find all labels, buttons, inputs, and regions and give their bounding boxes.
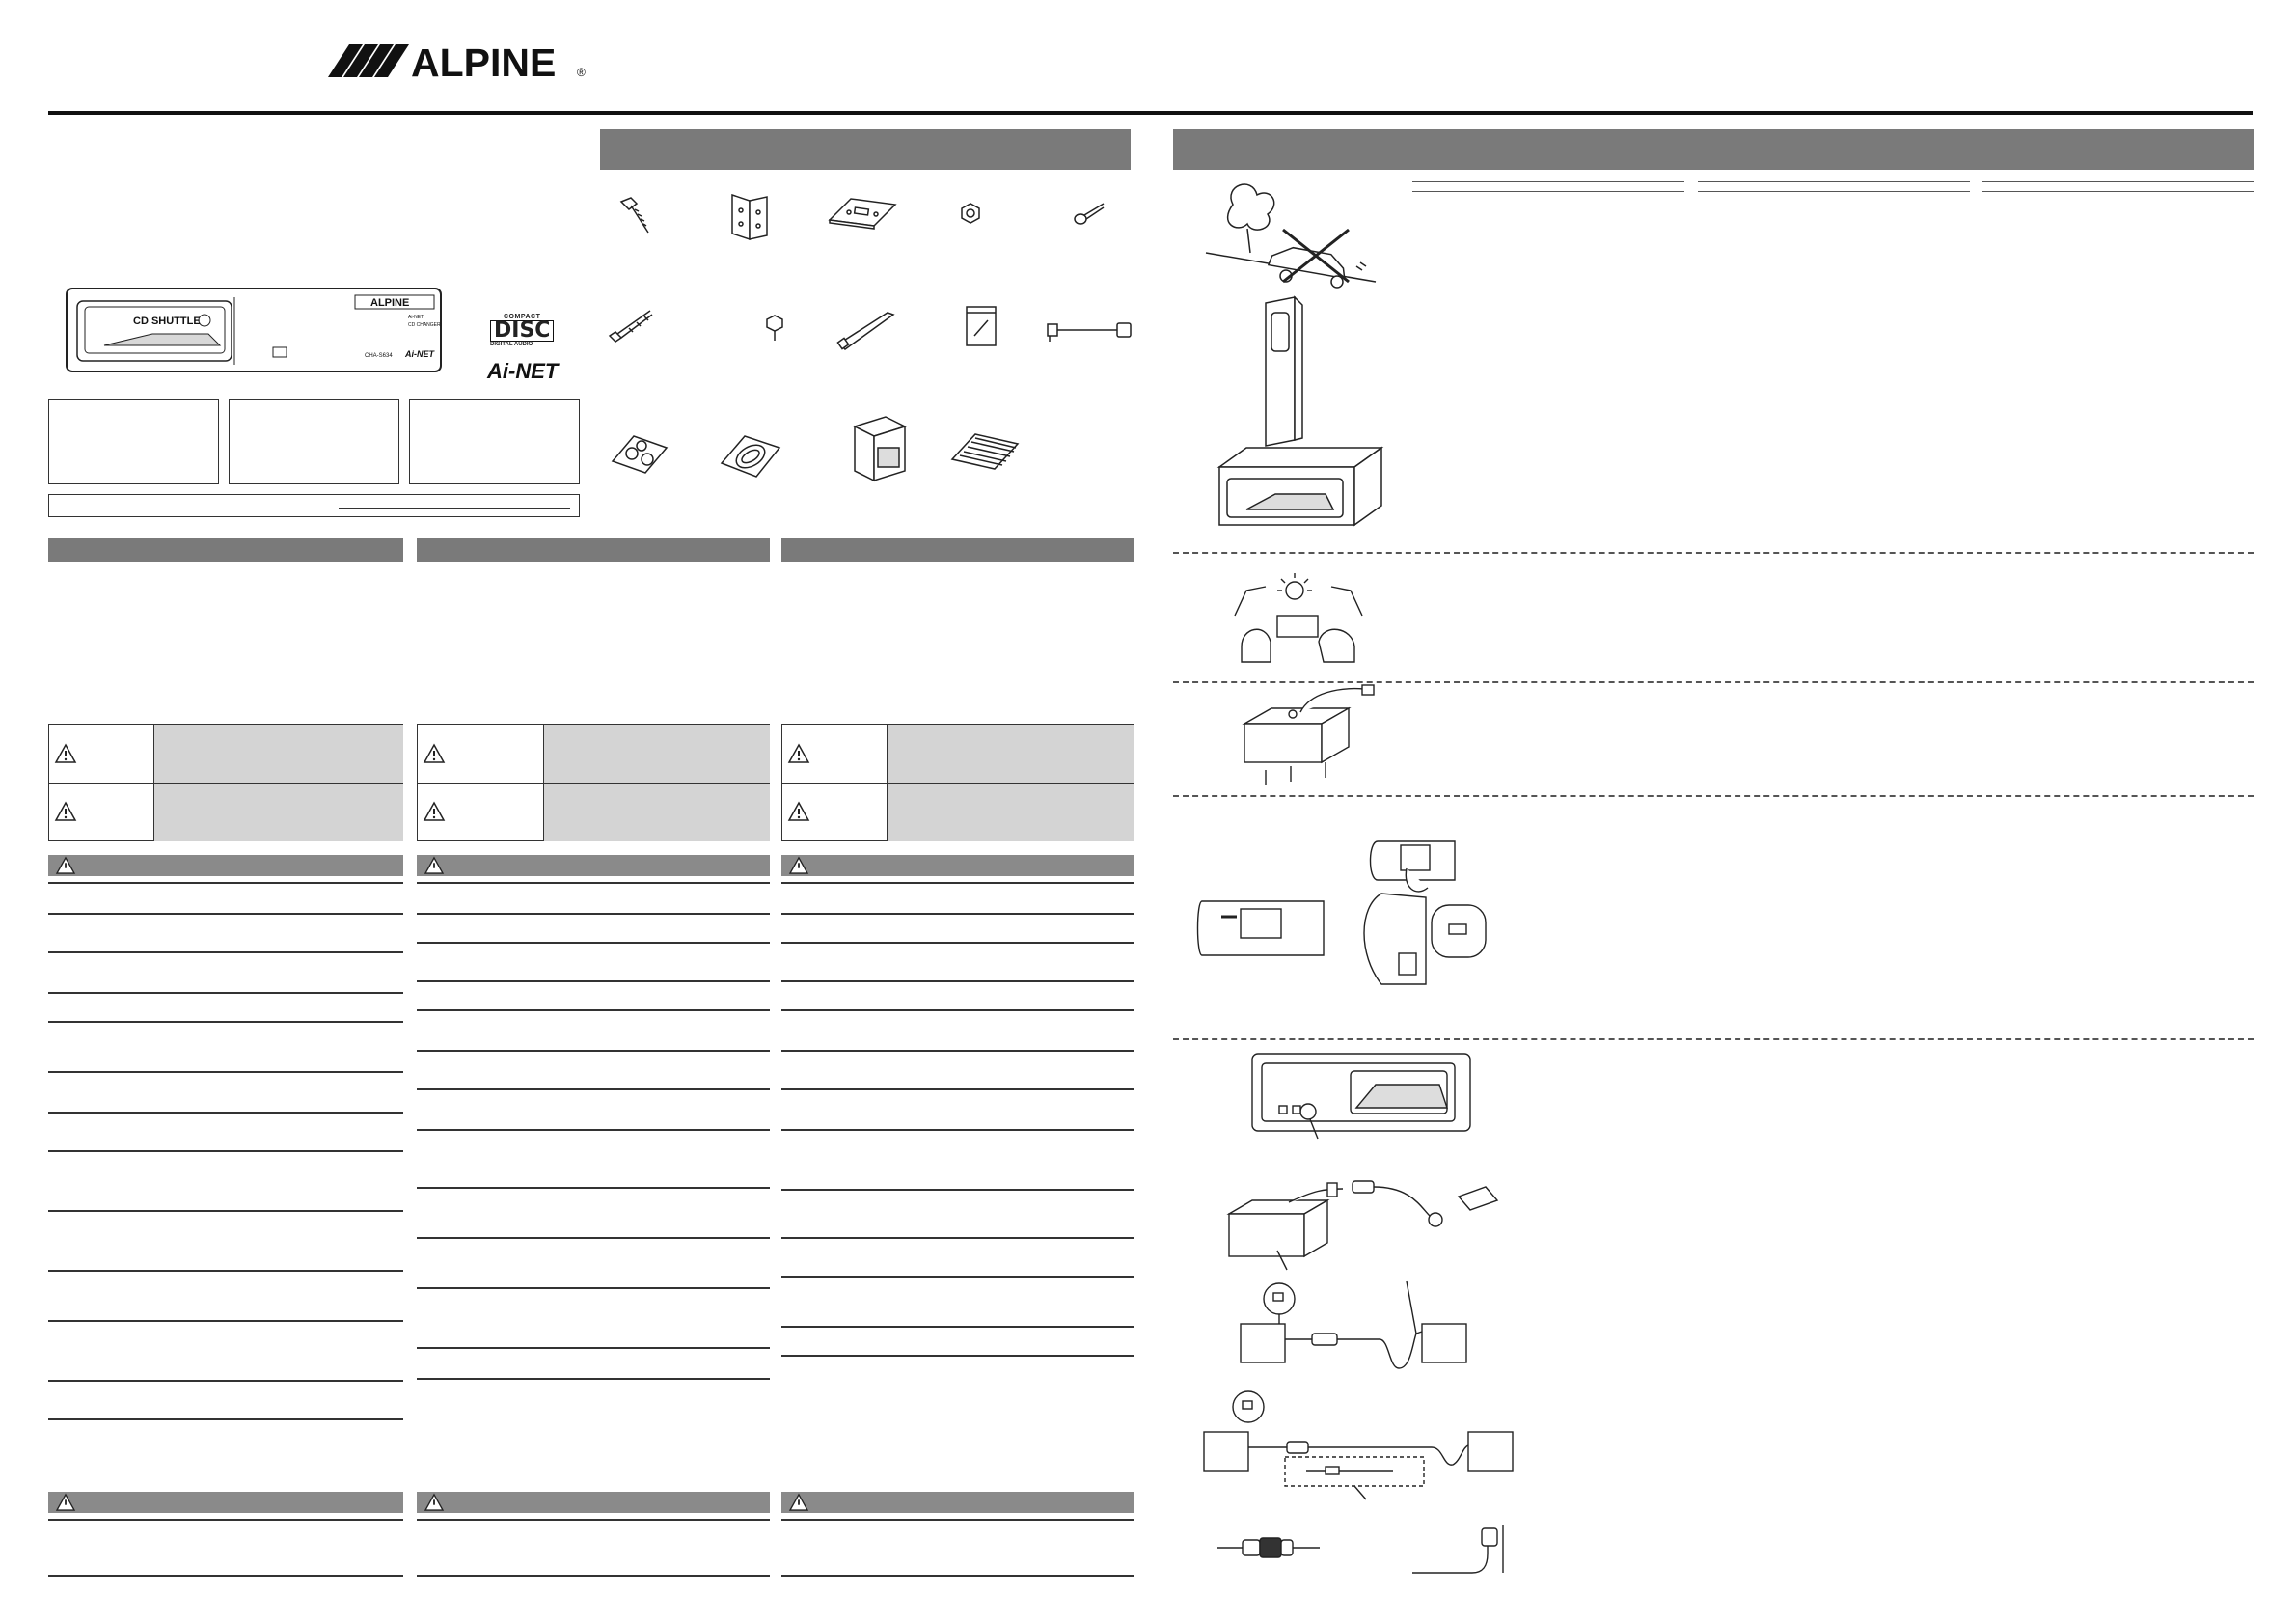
col-1-header-bar [48,538,403,562]
warning-triangle-icon [789,857,808,874]
rule [48,1270,403,1272]
rule [417,942,770,944]
bag-icon [965,305,998,352]
connection-diagram-2 [1200,1389,1518,1510]
sheet-icon [950,432,1020,476]
warning-triangle-icon [424,744,445,768]
rule [48,1071,403,1073]
warning-section-bar-2 [417,855,770,876]
rule [1982,181,2254,182]
warning-section-bar-1 [48,855,403,876]
caution-section-bar-2 [417,1492,770,1513]
rule [781,1276,1134,1278]
rule [417,882,770,884]
warning-triangle-icon [424,857,444,874]
rule [1412,181,1684,182]
panel-small-2: CD CHANGER [408,322,441,328]
rule [417,1187,770,1189]
rule [48,913,403,915]
caution-triangle-icon [788,802,809,826]
rule [48,1112,403,1114]
panel-badge: Ai-NET [405,349,434,359]
caution-triangle-icon [424,802,445,826]
rule [781,1519,1134,1521]
warning-triangle-icon [424,1494,444,1511]
rule [417,1287,770,1289]
bolt-icon [1073,200,1106,232]
caution-cell-2 [543,783,769,840]
rule [48,1210,403,1212]
panel-label: CD SHUTTLE [133,316,201,327]
caution-cell-3 [887,783,1134,840]
pad-icon [611,432,669,481]
warning-triangle-icon [56,1494,75,1511]
panel-small-1: Ai-NET [408,315,424,320]
rule [417,1378,770,1380]
rule [1698,181,1970,182]
rule [781,1326,1134,1328]
rule [417,1129,770,1131]
dashed-divider [1173,1038,2254,1040]
rule [48,1575,403,1577]
warning-section-bar-3 [781,855,1134,876]
compact-disc-line-1: COMPACT [504,314,541,320]
warning-triangle-icon [788,744,809,768]
rule [417,1088,770,1090]
compact-disc-line-3: DIGITAL AUDIO [490,342,533,347]
warning-cell-2 [543,725,769,783]
col-3-header-bar [781,538,1134,562]
rule [781,913,1134,915]
rule [48,951,403,953]
reset-button-illustration [1250,1052,1472,1143]
bracket-icon [728,193,771,252]
info-box-1 [48,399,219,484]
compact-disc-line-2: DISC [490,320,554,342]
caution-section-bar-1 [48,1492,403,1513]
rule [417,913,770,915]
rule [417,1009,770,1011]
rule [781,980,1134,982]
rule [781,1355,1134,1357]
caution-section-bar-3 [781,1492,1134,1513]
header-rule [48,111,2253,115]
warning-triangle-icon [56,857,75,874]
rule [417,1347,770,1349]
alpine-logo-text: ALPINE [411,41,557,85]
warning-cell-3 [887,725,1134,783]
panel-model: CHA-S634 [365,353,393,359]
rule [781,1009,1134,1011]
registered-mark: ® [577,66,586,79]
rule [417,1237,770,1239]
switch-detail-illustration [1349,839,1491,999]
rule [48,882,403,884]
caution-triangle-icon [55,802,76,826]
warning-table-1 [48,724,403,841]
alpine-logo [328,41,588,85]
rule [48,1150,403,1152]
caution-cell-1 [153,783,402,840]
rule [417,1050,770,1052]
rule [417,1575,770,1577]
rule [781,942,1134,944]
panel-brand: ALPINE [370,297,410,309]
rule [417,1519,770,1521]
ainet-logo: Ai-NET [487,359,559,383]
rule [781,882,1134,884]
accessories-header-bar [600,129,1131,170]
warning-table-2 [417,724,770,841]
nut-icon [958,201,983,231]
cable-icon [1046,318,1133,348]
rule [1698,191,1970,192]
cable-tie-icon [837,311,895,356]
rule [781,1050,1134,1052]
long-screw-icon [608,307,654,348]
screw-icon [617,198,652,241]
rule [781,1129,1134,1131]
angle-connector-illustration [1410,1521,1517,1583]
connection-diagram-1 [1225,1281,1476,1392]
rule [48,992,403,994]
info-box-3 [409,399,580,484]
rule [48,1380,403,1382]
warning-triangle-icon [789,1494,808,1511]
warning-cell-1 [153,725,402,783]
rule [1982,191,2254,192]
dashed-divider [1173,552,2254,554]
rule [48,1320,403,1322]
rule [417,980,770,982]
heat-warning-illustration [1227,569,1372,671]
info-box-2 [229,399,399,484]
plate-icon [828,195,897,234]
no-slope-illustration [1204,176,1378,291]
mounting-illustration [1243,683,1378,796]
warning-triangle-icon [55,744,76,768]
rule [1412,191,1684,192]
warning-table-3 [781,724,1134,841]
installation-header-bar [1173,129,2254,170]
connector-detail-illustration [1216,1525,1322,1578]
oval-pad-icon [720,434,781,483]
rule [48,1418,403,1420]
orientation-illustration [1217,295,1391,541]
info-strip [48,494,580,517]
switch-slide-illustration [1192,839,1327,960]
rule [781,1189,1134,1191]
small-screw-icon [762,314,787,347]
rule [781,1575,1134,1577]
cd-changer-front-panel [66,288,442,372]
rule [781,1088,1134,1090]
col-2-header-bar [417,538,770,562]
cable-connection-illustration [1227,1168,1517,1279]
compact-disc-logo [490,314,551,358]
alpine-logo-mark [328,41,588,85]
rule [48,1021,403,1023]
dashed-divider [1173,795,2254,797]
rule [48,1519,403,1521]
rule [781,1237,1134,1239]
case-icon [851,413,909,487]
